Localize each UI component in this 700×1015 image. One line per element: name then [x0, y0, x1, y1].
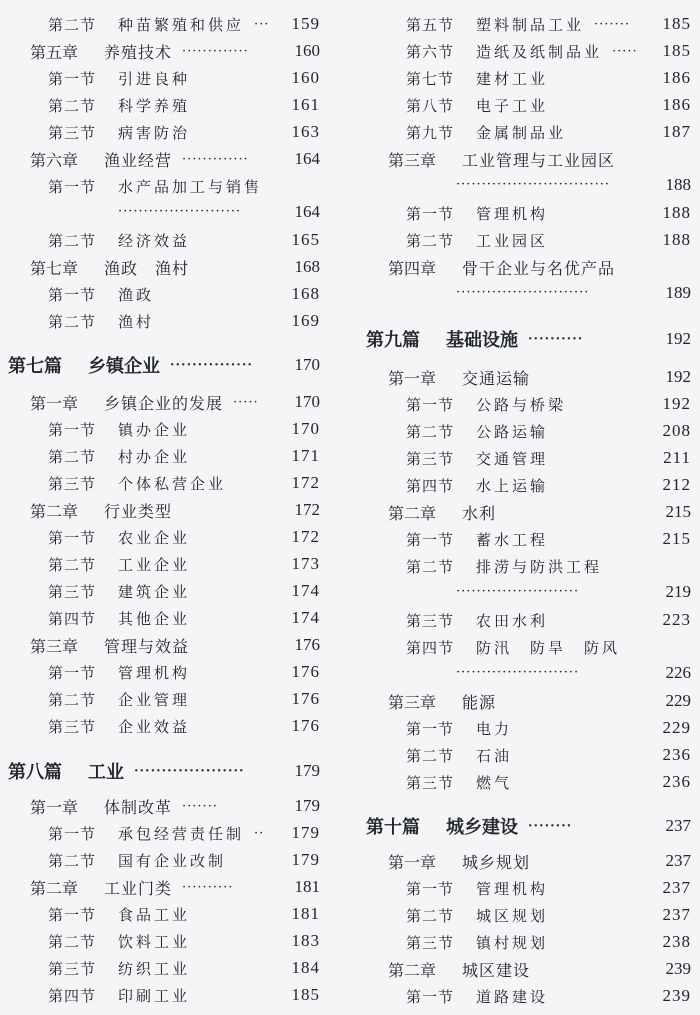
page-number: 163 — [291, 122, 320, 141]
entry-title: 交通管理 — [476, 449, 549, 468]
toc-section-entry[interactable] — [352, 931, 692, 953]
page-number: 160 — [291, 68, 320, 87]
page-number: 212 — [662, 475, 691, 494]
page-number: 165 — [291, 230, 320, 249]
entry-number: 第二章 — [30, 501, 79, 521]
page-number: 186 — [662, 95, 691, 114]
toc-section-entry[interactable] — [0, 822, 340, 844]
page-number: 192 — [662, 394, 691, 413]
entry-number: 第四节 — [406, 476, 455, 495]
page-number: 215 — [662, 529, 691, 548]
page-number: 184 — [291, 958, 320, 977]
entry-number: 第八篇 — [8, 762, 62, 783]
toc-continuation-line[interactable] — [352, 283, 692, 305]
entry-number: 第一节 — [48, 69, 97, 88]
toc-chapter-entry[interactable] — [0, 634, 340, 656]
toc-section-entry[interactable] — [352, 609, 692, 631]
page-number: 179 — [291, 850, 320, 869]
entry-number: 第七篇 — [8, 356, 62, 377]
toc-section-entry[interactable] — [0, 984, 340, 1006]
entry-title: 城区规划 — [476, 906, 549, 925]
toc-section-entry[interactable] — [352, 447, 692, 469]
entry-title: 渔业经营 — [104, 150, 173, 170]
entry-number: 第三节 — [406, 611, 455, 630]
toc-section-entry[interactable] — [0, 283, 340, 305]
page-number: 168 — [294, 257, 320, 276]
toc-chapter-entry[interactable] — [0, 256, 340, 278]
toc-section-entry[interactable] — [0, 94, 340, 116]
entry-number: 第七章 — [30, 258, 79, 278]
entry-title: 纺织工业 — [118, 959, 191, 978]
toc-section-entry[interactable] — [0, 580, 340, 602]
toc-chapter-entry[interactable] — [352, 148, 692, 170]
entry-number: 第三章 — [30, 636, 79, 656]
page-number: 170 — [291, 419, 320, 438]
page-number: 229 — [665, 691, 691, 710]
entry-title: 饮料工业 — [118, 932, 191, 951]
entry-title: 防汛 防旱 防风 — [476, 638, 621, 657]
page-number: 176 — [291, 662, 320, 681]
page-number: 185 — [662, 14, 691, 33]
toc-column-right — [352, 0, 692, 1015]
toc-chapter-entry[interactable] — [0, 148, 340, 170]
entry-number: 第三节 — [48, 123, 97, 142]
toc-section-entry[interactable] — [0, 13, 340, 35]
entry-title: 管理机构 — [476, 204, 549, 223]
page-number: 170 — [294, 392, 320, 411]
toc-part-entry[interactable] — [352, 328, 692, 350]
entry-title: 蓄水工程 — [476, 530, 549, 549]
leader-dots: ············· — [182, 151, 249, 167]
entry-title: 水上运输 — [476, 476, 549, 495]
entry-number: 第一章 — [30, 797, 79, 817]
entry-title: 工业管理与工业园区 — [462, 150, 616, 170]
entry-title: 乡镇企业的发展 — [104, 393, 224, 413]
entry-number: 第三节 — [48, 474, 97, 493]
leader-dots: ······························ — [456, 177, 610, 192]
toc-chapter-entry[interactable] — [0, 499, 340, 521]
page-number: 176 — [294, 635, 320, 654]
entry-number: 第二节 — [406, 422, 455, 441]
toc-part-entry[interactable] — [0, 354, 340, 376]
page-number: 174 — [291, 581, 320, 600]
entry-title: 病害防治 — [118, 123, 191, 142]
entry-title: 工业 — [88, 762, 124, 783]
page-number: 185 — [291, 985, 320, 1004]
toc-chapter-entry[interactable] — [0, 795, 340, 817]
entry-number: 第二节 — [48, 851, 97, 870]
entry-number: 第一章 — [388, 852, 437, 872]
page-number: 226 — [665, 663, 691, 682]
page-number: 159 — [291, 14, 320, 33]
entry-title: 承包经营责任制 — [118, 824, 245, 843]
leader-dots: ······· — [182, 798, 218, 814]
toc-section-entry[interactable] — [0, 121, 340, 143]
page-number: 170 — [294, 355, 320, 374]
toc-section-entry[interactable] — [0, 661, 340, 683]
page-number: 179 — [294, 796, 320, 815]
entry-title: 农田水利 — [476, 611, 549, 630]
entry-number: 第一节 — [48, 177, 97, 196]
entry-title: 电子工业 — [476, 96, 549, 115]
toc-section-entry[interactable] — [352, 40, 692, 62]
toc-section-entry[interactable] — [0, 310, 340, 332]
entry-number: 第二节 — [48, 231, 97, 250]
entry-title: 食品工业 — [118, 905, 191, 924]
entry-number: 第二节 — [48, 447, 97, 466]
entry-title: 交通运输 — [462, 368, 531, 388]
page-number: 176 — [291, 689, 320, 708]
toc-section-entry[interactable] — [0, 957, 340, 979]
entry-number: 第一节 — [48, 824, 97, 843]
entry-title: 国有企业改制 — [118, 851, 227, 870]
entry-title: 城乡规划 — [462, 852, 531, 872]
leader-dots: ··· — [254, 16, 270, 32]
leader-dots: ··············· — [170, 357, 253, 373]
page-number: 174 — [291, 608, 320, 627]
entry-title: 印刷工业 — [118, 986, 191, 1005]
entry-title: 企业管理 — [118, 690, 191, 709]
entry-title: 农业企业 — [118, 528, 191, 547]
toc-chapter-entry[interactable] — [352, 256, 692, 278]
toc-section-entry[interactable] — [0, 688, 340, 710]
leader-dots: ························ — [456, 665, 580, 680]
page-number: 179 — [294, 761, 320, 780]
toc-section-entry[interactable] — [352, 744, 692, 766]
page-number: 187 — [662, 122, 691, 141]
toc-section-entry[interactable] — [352, 420, 692, 442]
page-number: 172 — [291, 527, 320, 546]
toc-chapter-entry[interactable] — [0, 391, 340, 413]
entry-title: 燃气 — [476, 773, 513, 792]
page-number: 176 — [291, 716, 320, 735]
entry-number: 第二节 — [406, 906, 455, 925]
page-number: 185 — [662, 41, 691, 60]
entry-title: 公路运输 — [476, 422, 549, 441]
leader-dots: ····· — [612, 43, 638, 59]
toc-continuation-line[interactable] — [352, 663, 692, 685]
toc-section-entry[interactable] — [0, 553, 340, 575]
entry-number: 第一节 — [48, 905, 97, 924]
toc-continuation-line[interactable] — [352, 175, 692, 197]
leader-dots: ·· — [254, 825, 265, 841]
entry-title: 造纸及纸制品业 — [476, 42, 603, 61]
page-number: 219 — [665, 582, 691, 601]
entry-title: 体制改革 — [104, 797, 173, 817]
entry-number: 第一章 — [30, 393, 79, 413]
entry-title: 养殖技术 — [104, 42, 173, 62]
page-number: 238 — [662, 932, 691, 951]
entry-number: 第九篇 — [366, 330, 420, 351]
entry-number: 第一节 — [406, 987, 455, 1006]
entry-title: 企业效益 — [118, 717, 191, 736]
page-number: 236 — [662, 745, 691, 764]
page-number: 239 — [665, 959, 691, 978]
page-number: 172 — [291, 473, 320, 492]
entry-number: 第七节 — [406, 69, 455, 88]
page-number: 168 — [291, 284, 320, 303]
leader-dots: ······· — [594, 16, 630, 32]
toc-section-entry[interactable] — [352, 877, 692, 899]
entry-number: 第一节 — [406, 530, 455, 549]
leader-dots: ························ — [118, 204, 242, 219]
page-number: 236 — [662, 772, 691, 791]
page-number: 164 — [294, 149, 320, 168]
entry-title: 乡镇企业 — [88, 356, 160, 377]
toc-section-entry[interactable] — [352, 121, 692, 143]
entry-number: 第三章 — [388, 150, 437, 170]
entry-title: 石油 — [476, 746, 513, 765]
toc-chapter-entry[interactable] — [352, 501, 692, 523]
leader-dots: ·········· — [528, 331, 584, 347]
page-number: 215 — [665, 502, 691, 521]
page-number: 237 — [665, 851, 691, 870]
entry-title: 经济效益 — [118, 231, 191, 250]
toc-section-entry[interactable] — [0, 472, 340, 494]
toc-chapter-entry[interactable] — [352, 366, 692, 388]
entry-number: 第三节 — [48, 717, 97, 736]
page-number: 172 — [294, 500, 320, 519]
entry-number: 第四章 — [388, 258, 437, 278]
toc-continuation-line[interactable] — [352, 582, 692, 604]
page-number: 229 — [662, 718, 691, 737]
entry-title: 管理机构 — [476, 879, 549, 898]
entry-title: 管理机构 — [118, 663, 191, 682]
entry-number: 第二节 — [48, 312, 97, 331]
toc-section-entry[interactable] — [0, 229, 340, 251]
leader-dots: ························ — [456, 584, 580, 599]
toc-section-entry[interactable] — [352, 13, 692, 35]
toc-continuation-line[interactable] — [0, 202, 340, 224]
toc-section-entry[interactable] — [352, 67, 692, 89]
toc-section-entry[interactable] — [352, 202, 692, 224]
page-number: 237 — [662, 905, 691, 924]
page-number: 171 — [291, 446, 320, 465]
entry-title: 工业企业 — [118, 555, 191, 574]
entry-number: 第十篇 — [366, 817, 420, 838]
toc-section-entry[interactable] — [0, 903, 340, 925]
toc-section-entry[interactable] — [352, 904, 692, 926]
entry-title: 道路建设 — [476, 987, 549, 1006]
entry-title: 塑料制品工业 — [476, 15, 585, 34]
entry-title: 渔政 — [118, 285, 155, 304]
page-number: 239 — [662, 986, 691, 1005]
page-number: 188 — [662, 230, 691, 249]
entry-title: 科学养殖 — [118, 96, 191, 115]
entry-number: 第九节 — [406, 123, 455, 142]
leader-dots: ········ — [528, 818, 573, 834]
entry-number: 第五章 — [30, 42, 79, 62]
entry-number: 第三节 — [406, 449, 455, 468]
entry-title: 管理与效益 — [104, 636, 190, 656]
page-number: 188 — [665, 175, 691, 194]
leader-dots: ············· — [182, 43, 249, 59]
toc-part-entry[interactable] — [352, 815, 692, 837]
entry-number: 第一节 — [406, 395, 455, 414]
entry-number: 第二节 — [48, 96, 97, 115]
toc-section-entry[interactable] — [352, 985, 692, 1007]
entry-number: 第一节 — [406, 204, 455, 223]
entry-number: 第四节 — [48, 986, 97, 1005]
page-number: 211 — [663, 448, 691, 467]
entry-number: 第四节 — [406, 638, 455, 657]
entry-number: 第二节 — [406, 746, 455, 765]
page-number: 164 — [294, 202, 320, 221]
entry-title: 骨干企业与名优产品 — [462, 258, 616, 278]
entry-number: 第六节 — [406, 42, 455, 61]
page-number: 237 — [662, 878, 691, 897]
toc-chapter-entry[interactable] — [0, 876, 340, 898]
entry-number: 第三节 — [406, 773, 455, 792]
entry-number: 第八节 — [406, 96, 455, 115]
toc-chapter-entry[interactable] — [352, 850, 692, 872]
page-number: 181 — [294, 877, 320, 896]
toc-column-left — [0, 0, 340, 1015]
toc-chapter-entry[interactable] — [0, 40, 340, 62]
leader-dots: ·········· — [182, 879, 234, 895]
entry-number: 第一节 — [48, 420, 97, 439]
toc-section-entry[interactable] — [352, 229, 692, 251]
entry-title: 水利 — [462, 503, 497, 523]
toc-section-entry[interactable] — [352, 771, 692, 793]
entry-number: 第三章 — [388, 692, 437, 712]
entry-number: 第三节 — [406, 933, 455, 952]
toc-section-entry[interactable] — [0, 526, 340, 548]
entry-number: 第六章 — [30, 150, 79, 170]
toc-section-entry[interactable] — [0, 445, 340, 467]
toc-section-entry[interactable] — [0, 715, 340, 737]
toc-chapter-entry[interactable] — [352, 690, 692, 712]
entry-number: 第一节 — [48, 285, 97, 304]
toc-section-entry[interactable] — [352, 474, 692, 496]
entry-title: 个体私营企业 — [118, 474, 227, 493]
page-number: 183 — [291, 931, 320, 950]
toc-section-entry[interactable] — [0, 418, 340, 440]
entry-number: 第二节 — [48, 690, 97, 709]
entry-number: 第二节 — [406, 231, 455, 250]
entry-number: 第二节 — [48, 15, 97, 34]
entry-title: 基础设施 — [446, 330, 518, 351]
toc-section-entry[interactable] — [0, 849, 340, 871]
page-number: 161 — [291, 95, 320, 114]
entry-number: 第一节 — [406, 719, 455, 738]
toc-section-entry[interactable] — [0, 607, 340, 629]
toc-section-entry[interactable] — [352, 555, 692, 577]
entry-title: 建材工业 — [476, 69, 549, 88]
leader-dots: ····· — [233, 394, 259, 410]
entry-title: 公路与桥梁 — [476, 395, 567, 414]
entry-title: 村办企业 — [118, 447, 191, 466]
page-number: 189 — [665, 283, 691, 302]
entry-title: 城乡建设 — [446, 817, 518, 838]
entry-number: 第一节 — [48, 663, 97, 682]
toc-section-entry[interactable] — [352, 393, 692, 415]
page-number: 179 — [291, 823, 320, 842]
entry-title: 金属制品业 — [476, 123, 567, 142]
toc-section-entry[interactable] — [352, 94, 692, 116]
toc-section-entry[interactable] — [0, 67, 340, 89]
entry-title: 工业门类 — [104, 878, 173, 898]
leader-dots: ·························· — [456, 285, 590, 300]
page-number: 192 — [665, 329, 691, 348]
page-number: 173 — [291, 554, 320, 573]
entry-number: 第一节 — [48, 528, 97, 547]
entry-title: 电力 — [476, 719, 513, 738]
entry-number: 第二章 — [388, 503, 437, 523]
entry-title: 引进良种 — [118, 69, 191, 88]
entry-number: 第二章 — [30, 878, 79, 898]
entry-number: 第二节 — [48, 555, 97, 574]
toc-section-entry[interactable] — [352, 636, 692, 658]
toc-section-entry[interactable] — [0, 930, 340, 952]
toc-section-entry[interactable] — [352, 528, 692, 550]
page-number: 208 — [662, 421, 691, 440]
entry-title: 城区建设 — [462, 960, 531, 980]
entry-title: 其他企业 — [118, 609, 191, 628]
toc-section-entry[interactable] — [0, 175, 340, 197]
entry-title: 工业园区 — [476, 231, 549, 250]
entry-title: 镇村规划 — [476, 933, 549, 952]
leader-dots: ···················· — [134, 763, 245, 779]
page-number: 223 — [662, 610, 691, 629]
page-number: 186 — [662, 68, 691, 87]
entry-title: 排涝与防洪工程 — [476, 557, 603, 576]
toc-part-entry[interactable] — [0, 760, 340, 782]
entry-number: 第二节 — [406, 557, 455, 576]
entry-number: 第二章 — [388, 960, 437, 980]
toc-chapter-entry[interactable] — [352, 958, 692, 980]
entry-title: 渔村 — [118, 312, 155, 331]
page-number: 181 — [291, 904, 320, 923]
entry-number: 第一章 — [388, 368, 437, 388]
entry-title: 镇办企业 — [118, 420, 191, 439]
page-number: 192 — [665, 367, 691, 386]
entry-number: 第三节 — [48, 959, 97, 978]
entry-title: 水产品加工与销售 — [118, 177, 263, 196]
entry-number: 第四节 — [48, 609, 97, 628]
page-number: 237 — [665, 816, 691, 835]
entry-title: 行业类型 — [104, 501, 173, 521]
toc-section-entry[interactable] — [352, 717, 692, 739]
entry-title: 种苗繁殖和供应 — [118, 15, 245, 34]
page-number: 169 — [291, 311, 320, 330]
entry-title: 渔政 渔村 — [104, 258, 190, 278]
entry-number: 第一节 — [406, 879, 455, 898]
page-number: 188 — [662, 203, 691, 222]
page-number: 160 — [294, 41, 320, 60]
entry-number: 第三节 — [48, 582, 97, 601]
entry-title: 能源 — [462, 692, 497, 712]
entry-number: 第五节 — [406, 15, 455, 34]
entry-title: 建筑企业 — [118, 582, 191, 601]
entry-number: 第二节 — [48, 932, 97, 951]
